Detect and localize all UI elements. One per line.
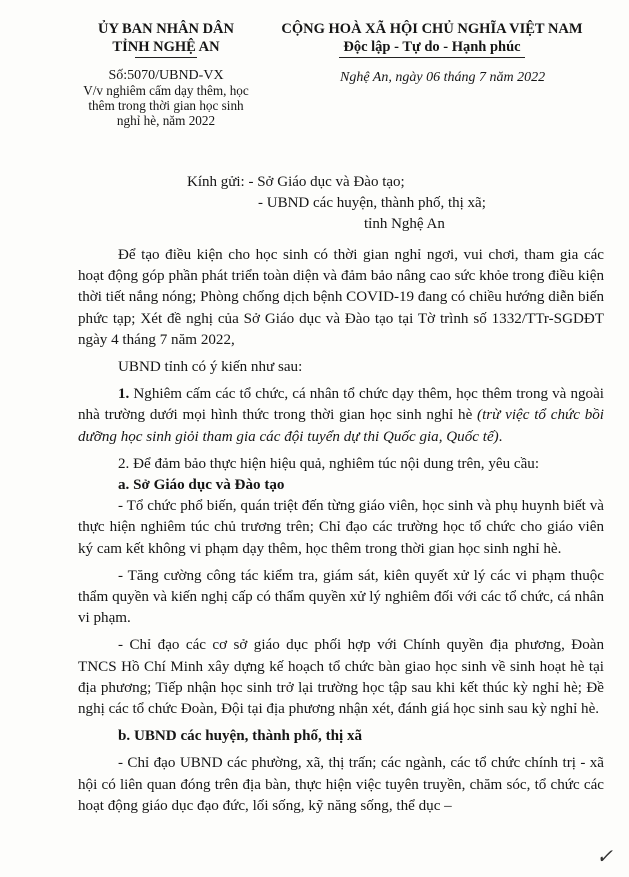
intro-paragraph: Để tạo điều kiện cho học sinh có thời gian nghỉ ngơi, vui chơi, tham gia các hoạt động góp phần phát triển toàn diện và đảm bảo nâng cao sức khỏe trong điều kiện thời tiết nắng nóng; Phòng chống dịch bệnh COVID-19 đang có chiều hướng diễn biến phức tạp; Xét đề nghị của Sở Giáo dục và Đào tạo tại Tờ trình số 1332/TTr-SGDĐT ngày 4 tháng 7 năm 2022, [78,247,604,348]
recipients-label: Kính gửi: [187,174,245,190]
issuing-authority [62,20,270,58]
place-date: Nghệ An, ngày 06 tháng 7 năm 2022 [340,70,546,85]
item-1-end: . [498,428,503,445]
item-1-text: Nghiêm cấm các tổ chức, cá nhân tổ chức dạy thêm, học thêm trong và ngoài nhà trường dưới mọi hình thức trong thời gian học sinh nghỉ hè [78,386,604,424]
section-a-heading: a. Sở Giáo dục và Đào tạo [118,477,285,494]
item-1 [78,384,604,448]
section-b-point-1: - Chỉ đạo UBND các phường, xã, thị trấn; các ngành, các tổ chức chính trị - xã hội có liên quan đóng trên địa bàn, thực hiện việc tuyên truyền, chăm sóc, tổ chức các hoạt động giáo dục đạo đức, lối sống, kỹ năng sống, thể dục – [78,755,604,814]
document-body [78,245,604,817]
authority-line-1: ỦY BAN NHÂN DÂN [97,21,234,37]
section-a-point-1: - Tổ chức phổ biến, quán triệt đến từng giáo viên, học sinh và phụ huynh biết và thực hiện nghiêm túc chủ trương trên; Chỉ đạo các trường học tổ chức cho giáo viên ký cam kết không vi phạm dạy thêm, học thêm trong thời gian học sinh nghỉ hè. [78,498,604,557]
document-reference [62,68,270,128]
subject-line-1: V/v nghiêm cấm dạy thêm, học [83,83,249,98]
item-1-exception: (trừ việc tổ chức bồi dưỡng học sinh giỏi tham gia các đội tuyển dự thi Quốc gia, Quốc tế) [78,407,604,445]
authority-line-2: TỈNH NGHỆ AN [112,39,220,55]
recipient-2: - UBND các huyện, thành phố, thị xã; [258,195,486,211]
nation-motto: Độc lập - Tự do - Hạnh phúc [343,39,521,55]
item-1-number: 1. [118,386,130,403]
initial-mark-icon: ✓ [596,846,613,868]
recipients [187,172,486,235]
recipient-1: - Sở Giáo dục và Đào tạo; [248,174,405,190]
item-2: 2. Để đảm bảo thực hiện hiệu quả, nghiêm túc nội dung trên, yêu cầu: [118,455,540,472]
authority-underline [135,57,197,58]
opinion-line: UBND tỉnh có ý kiến như sau: [118,359,303,376]
motto-underline [339,57,525,58]
subject-line-3: nghỉ hè, năm 2022 [116,113,216,128]
section-a-point-3: - Chỉ đạo các cơ sở giáo dục phối hợp với Chính quyền địa phương, Đoàn TNCS Hồ Chí Minh xây dựng kế hoạch tổ chức bàn giao học sinh về sinh hoạt hè tại địa phương; Tiếp nhận học sinh trở lại trường học tập sau khi kết thúc kỳ nghỉ hè; Đề nghị các tổ chức Đoàn, Đội tại địa phương nhận xét, đánh giá học sinh sau kỳ nghỉ hè. [78,637,604,718]
document-number: Số:5070/UBND-VX [108,68,224,83]
recipient-3: tỉnh Nghệ An [364,216,445,232]
section-b-heading: b. UBND các huyện, thành phố, thị xã [118,728,363,745]
nation-title: CỘNG HOÀ XÃ HỘI CHỦ NGHĨA VIỆT NAM [281,21,583,37]
section-a-point-2: - Tăng cường công tác kiểm tra, giám sát, kiên quyết xử lý các vi phạm thuộc thẩm quyền và kiến nghị cấp có thẩm quyền xử lý nghiêm đối với các tổ chức, cá nhân vi phạm. [78,567,604,627]
national-motto [262,20,602,58]
subject-line-2: thêm trong thời gian học sinh [88,98,244,113]
